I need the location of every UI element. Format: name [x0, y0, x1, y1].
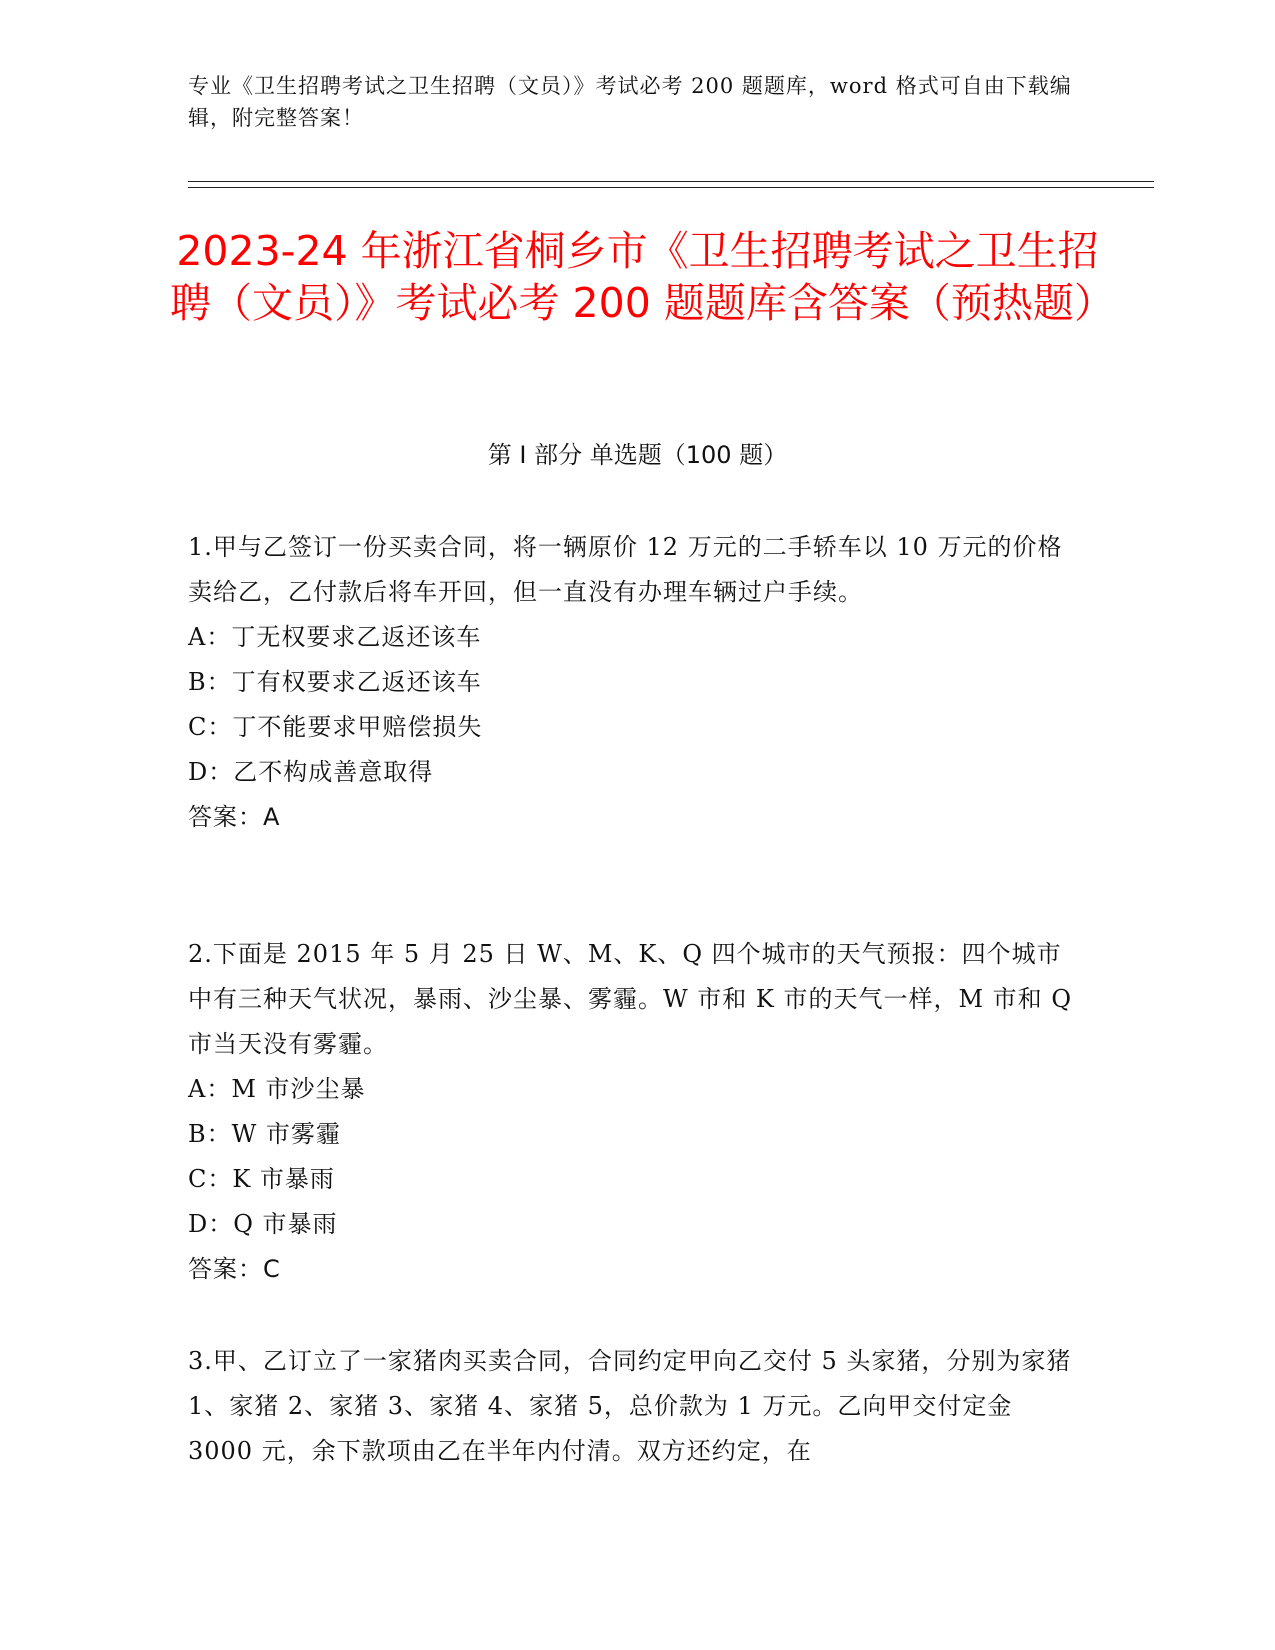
question-stem: 3.甲、乙订立了一家猪肉买卖合同，合同约定甲向乙交付 5 头家猪，分别为家猪 1、家猪 2、家猪 3、家猪 4、家猪 5，总价款为 1 万元。乙向甲交付定金 3000 元，余下款项由乙在半年内付清。双方还约定，在	[188, 1347, 1072, 1465]
document-title: 2023-24 年浙江省桐乡市《卫生招聘考试之卫生招聘（文员）》考试必考 200 题题库含答案（预热题）	[170, 227, 1115, 327]
answer: 答案：C	[188, 1255, 281, 1283]
option-d: D：乙不构成善意取得	[188, 758, 434, 786]
question-stem: 1.甲与乙签订一份买卖合同，将一辆原价 12 万元的二手轿车以 10 万元的价格卖给乙，乙付款后将车开回，但一直没有办理车辆过户手续。	[188, 533, 1063, 606]
question-stem: 2.下面是 2015 年 5 月 25 日 W、M、K、Q 四个城市的天气预报：四个城市中有三种天气状况，暴雨、沙尘暴、雾霾。W 市和 K 市的天气一样，M 市和 Q 市当天没有雾霾。	[188, 940, 1072, 1058]
question-1	[188, 525, 1078, 840]
header-note: 专业《卫生招聘考试之卫生招聘（文员）》考试必考 200 题题库，word 格式可自由下载编辑，附完整答案！	[188, 74, 1072, 130]
question-2	[188, 932, 1078, 1292]
header-divider-top	[188, 181, 1154, 182]
option-a: A：丁无权要求乙返还该车	[188, 623, 482, 651]
question-3	[188, 1339, 1078, 1474]
option-a: A：M 市沙尘暴	[188, 1075, 366, 1103]
header-divider-bottom	[188, 187, 1154, 188]
option-d: D：Q 市暴雨	[188, 1210, 338, 1238]
option-c: C：丁不能要求甲赔偿损失	[188, 713, 483, 741]
answer: 答案：A	[188, 803, 281, 831]
section-heading: 第 I 部分 单选题（100 题）	[487, 441, 788, 469]
option-b: B：丁有权要求乙返还该车	[188, 668, 482, 696]
option-c: C：K 市暴雨	[188, 1165, 335, 1193]
option-b: B：W 市雾霾	[188, 1120, 341, 1148]
